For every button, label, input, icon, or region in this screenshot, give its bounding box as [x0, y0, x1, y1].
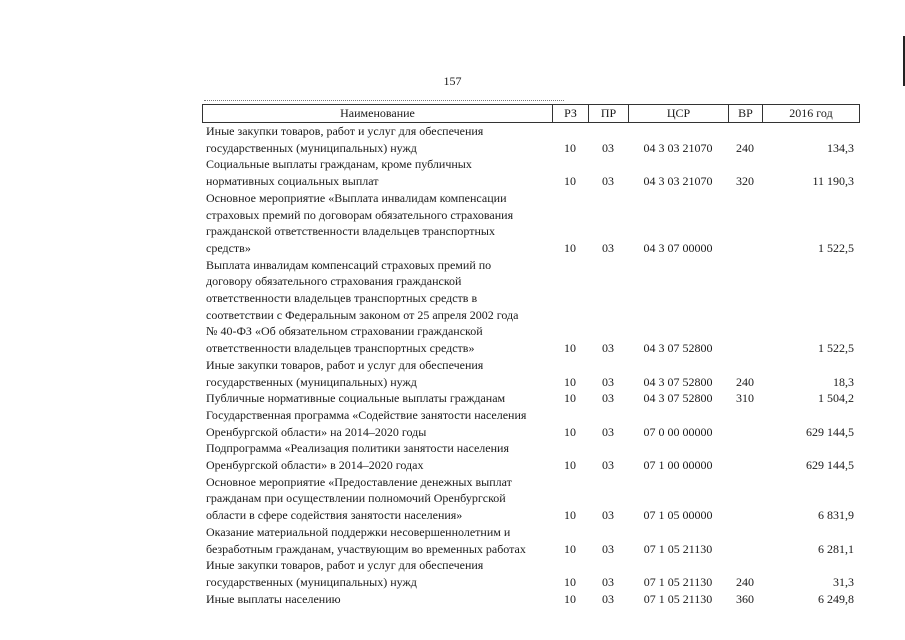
row-name [202, 156, 552, 189]
table-row [202, 407, 860, 440]
table-row [202, 390, 860, 407]
row-pr: 03 [602, 508, 614, 523]
row-value: 1 522,5 [818, 341, 854, 356]
row-value: 6 831,9 [818, 508, 854, 523]
row-name-line: ответственности владельцев транспортных средств» [206, 341, 475, 356]
row-name-line: Иные закупки товаров, работ и услуг для обеспечения [206, 558, 484, 573]
row-rz: 10 [564, 140, 576, 155]
row-name-line: безработным гражданам, участвующим во временных работах [206, 541, 526, 556]
row-csr: 04 3 07 00000 [643, 240, 713, 255]
table-row [202, 190, 860, 257]
row-value: 6 281,1 [818, 541, 854, 556]
row-name [202, 591, 552, 608]
row-pr: 03 [602, 591, 614, 606]
table-row [202, 557, 860, 590]
row-name [202, 557, 552, 590]
header-rz: РЗ [553, 105, 589, 122]
row-name-line: средств» [206, 240, 251, 255]
row-value: 6 249,8 [818, 591, 854, 606]
row-csr: 07 1 05 21130 [643, 541, 713, 556]
row-pr: 03 [602, 174, 614, 189]
row-name-line: Выплата инвалидам компенсаций страховых премий по [206, 257, 492, 272]
row-name-line: Оренбургской области» в 2014–2020 годах [206, 458, 424, 473]
row-name [202, 407, 552, 440]
row-name-line: Иные закупки товаров, работ и услуг для обеспечения [206, 357, 484, 372]
row-name-line: нормативных социальных выплат [206, 174, 379, 189]
row-value: 629 144,5 [806, 424, 854, 439]
table-row [202, 156, 860, 189]
row-name-line: Социальные выплаты гражданам, кроме публичных [206, 157, 472, 172]
row-rz: 10 [564, 341, 576, 356]
row-name-line: Иные выплаты населению [206, 591, 341, 606]
table-row [202, 474, 860, 524]
table-row [202, 257, 860, 357]
row-csr: 07 1 05 21130 [643, 574, 713, 589]
row-csr: 07 1 05 00000 [643, 508, 713, 523]
row-pr: 03 [602, 391, 614, 406]
row-name-line: Основное мероприятие «Выплата инвалидам компенсации [206, 190, 507, 205]
table-row [202, 123, 860, 156]
row-name-line: № 40-ФЗ «Об обязательном страховании гражданской [206, 324, 483, 339]
row-pr: 03 [602, 458, 614, 473]
row-rz: 10 [564, 424, 576, 439]
row-rz: 10 [564, 374, 576, 389]
row-value: 1 504,2 [818, 391, 854, 406]
row-pr: 03 [602, 341, 614, 356]
row-name [202, 190, 552, 257]
row-csr: 04 3 03 21070 [643, 174, 713, 189]
row-csr: 07 1 05 21130 [643, 591, 713, 606]
row-name [202, 474, 552, 524]
row-csr: 04 3 07 52800 [643, 341, 713, 356]
row-vr: 310 [736, 391, 754, 406]
budget-table-body [202, 123, 860, 607]
row-pr: 03 [602, 574, 614, 589]
row-csr: 04 3 03 21070 [643, 140, 713, 155]
row-vr: 240 [736, 140, 754, 155]
page-number: 157 [443, 74, 462, 88]
row-csr: 07 1 00 00000 [643, 458, 713, 473]
row-rz: 10 [564, 391, 576, 406]
table-row [202, 440, 860, 473]
row-name-line: Оказание материальной поддержки несовершеннолетним и [206, 524, 511, 539]
row-name [202, 257, 552, 357]
row-name-line: Государственная программа «Содействие занятости населения [206, 407, 527, 422]
row-rz: 10 [564, 508, 576, 523]
row-csr: 07 0 00 00000 [643, 424, 713, 439]
row-csr: 04 3 07 52800 [643, 391, 713, 406]
row-name-line: ответственности владельцев транспортных средств в [206, 291, 478, 306]
row-pr: 03 [602, 140, 614, 155]
row-rz: 10 [564, 574, 576, 589]
row-value: 134,3 [827, 140, 854, 155]
header-year: 2016 год [789, 106, 833, 120]
row-vr: 240 [736, 574, 754, 589]
table-row [202, 591, 860, 608]
row-name [202, 524, 552, 557]
row-vr: 320 [736, 174, 754, 189]
row-name [202, 440, 552, 473]
row-name-line: гражданам при осуществлении полномочий Оренбургской [206, 491, 506, 506]
row-rz: 10 [564, 591, 576, 606]
header-dotted-line [204, 100, 564, 103]
row-name-line: договору обязательного страхования гражданской [206, 274, 462, 289]
row-csr: 04 3 07 52800 [643, 374, 713, 389]
row-name-line: государственных (муниципальных) нужд [206, 374, 417, 389]
table-row [202, 524, 860, 557]
row-value: 629 144,5 [806, 458, 854, 473]
row-value: 18,3 [833, 374, 854, 389]
row-name-line: страховых премий по договорам обязательного страхования [206, 207, 514, 222]
header-name: Наименование [203, 105, 553, 122]
row-value: 1 522,5 [818, 240, 854, 255]
table-header [202, 104, 860, 123]
row-name-line: Подпрограмма «Реализация политики занятости населения [206, 441, 509, 456]
row-rz: 10 [564, 458, 576, 473]
row-rz: 10 [564, 240, 576, 255]
row-rz: 10 [564, 174, 576, 189]
row-name-line: Оренбургской области» на 2014–2020 годы [206, 424, 427, 439]
row-pr: 03 [602, 240, 614, 255]
row-name-line: соответствии с Федеральным законом от 25 апреля 2002 года [206, 307, 519, 322]
row-pr: 03 [602, 541, 614, 556]
row-name-line: Иные закупки товаров, работ и услуг для обеспечения [206, 124, 484, 138]
row-name-line: Публичные нормативные социальные выплаты гражданам [206, 391, 506, 406]
row-name [202, 390, 552, 407]
row-name-line: государственных (муниципальных) нужд [206, 574, 417, 589]
row-name-line: области в сфере содействия занятости населения» [206, 508, 463, 523]
row-rz: 10 [564, 541, 576, 556]
header-pr: ПР [589, 105, 629, 122]
row-pr: 03 [602, 424, 614, 439]
row-name [202, 357, 552, 390]
row-name [202, 123, 552, 156]
row-name-line: государственных (муниципальных) нужд [206, 140, 417, 155]
header-vr: ВР [729, 105, 763, 122]
row-vr: 240 [736, 374, 754, 389]
row-pr: 03 [602, 374, 614, 389]
row-name-line: Основное мероприятие «Предоставление денежных выплат [206, 474, 512, 489]
row-value: 11 190,3 [812, 174, 854, 189]
row-name-line: гражданской ответственности владельцев транспортных [206, 224, 495, 239]
header-csr: ЦСР [629, 105, 729, 122]
row-vr: 360 [736, 591, 754, 606]
table-row [202, 357, 860, 390]
row-value: 31,3 [833, 574, 854, 589]
